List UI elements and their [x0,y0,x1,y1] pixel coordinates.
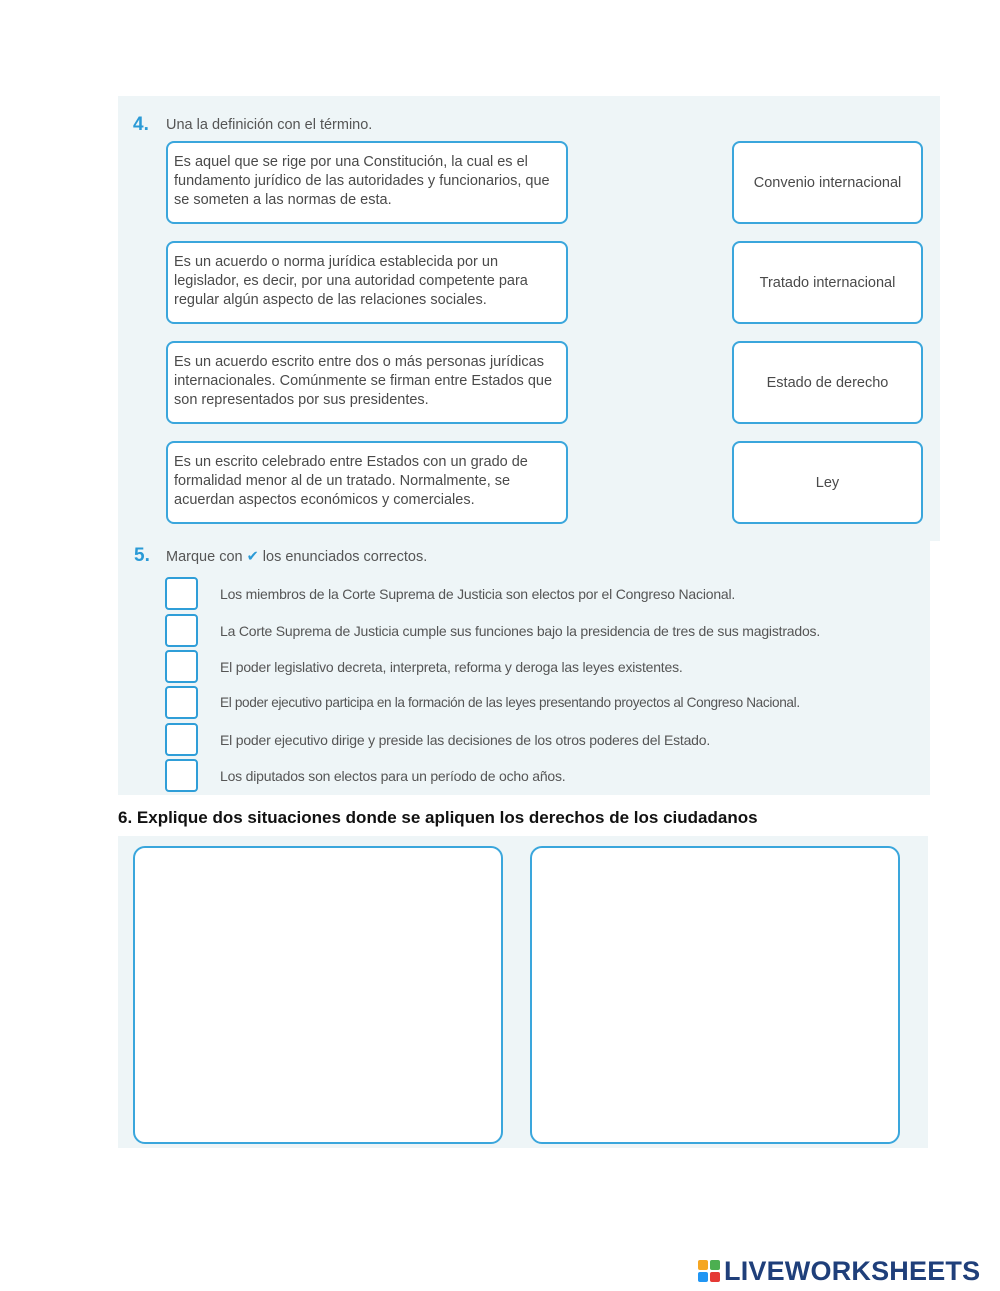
question-4-prompt: Una la definición con el término. [166,117,373,133]
statement-label: Los diputados son electos para un período de ocho años. [220,768,566,784]
term-ley[interactable]: Ley [732,441,923,524]
liveworksheets-logo-icon [698,1260,720,1282]
statement-label: Los miembros de la Corte Suprema de Justicia son electos por el Congreso Nacional. [220,586,736,602]
statement-label: El poder ejecutivo dirige y preside las decisiones de los otros poderes del Estado. [220,732,711,748]
statement-row [165,686,915,720]
logo-cell [698,1260,708,1270]
statement-row [165,614,915,648]
statement-label: El poder legislativo decreta, interpreta, reforma y deroga las leyes existentes. [220,659,683,675]
logo-cell [698,1272,708,1282]
prompt-text-before: Marque con [166,549,243,565]
answer-box-2[interactable] [530,846,900,1144]
statement-row [165,577,915,611]
prompt-text-after: los enunciados correctos. [262,549,428,565]
answer-box-1[interactable] [133,846,503,1144]
checkmark-icon: ✔ [246,549,259,565]
statement-checkbox-2[interactable] [165,614,198,647]
logo-cell [710,1260,720,1270]
statement-checkbox-5[interactable] [165,723,198,756]
statement-checkbox-1[interactable] [165,577,198,610]
definition-4[interactable]: Es un escrito celebrado entre Estados con un grado de formalidad menor al de un tratado. Normalmente, se acuerdan aspectos económicos y comerciales. [166,441,568,524]
definition-1[interactable]: Es aquel que se rige por una Constitución, la cual es el fundamento jurídico de las autoridades y funcionarios, que se someten a las normas de esta. [166,141,568,224]
logo-cell [710,1272,720,1282]
term-estado-de-derecho[interactable]: Estado de derecho [732,341,923,424]
question-5-number: 5. [134,545,150,566]
question-4-number: 4. [133,114,149,135]
term-tratado-internacional[interactable]: Tratado internacional [732,241,923,324]
statement-label: La Corte Suprema de Justicia cumple sus funciones bajo la presidencia de tres de sus magistrados. [220,623,821,639]
liveworksheets-logo [698,1255,980,1287]
statement-label: El poder ejecutivo participa en la formación de las leyes presentando proyectos al Congreso Nacional. [220,695,800,710]
statement-row [165,759,915,793]
term-convenio-internacional[interactable]: Convenio internacional [732,141,923,224]
statement-checkbox-6[interactable] [165,759,198,792]
question-5-prompt [166,549,427,565]
brand-name: LIVEWORKSHEETS [724,1255,981,1286]
statement-row [165,723,915,757]
statement-checkbox-4[interactable] [165,686,198,719]
statement-row [165,650,915,684]
definition-3[interactable]: Es un acuerdo escrito entre dos o más personas jurídicas internacionales. Comúnmente se firman entre Estados que son representados por sus presidentes. [166,341,568,424]
definition-2[interactable]: Es un acuerdo o norma jurídica establecida por un legislador, es decir, por una autoridad competente para regular algún aspecto de las relaciones sociales. [166,241,568,324]
question-6-title: 6. Explique dos situaciones donde se apliquen los derechos de los ciudadanos [118,808,758,827]
statement-checkbox-3[interactable] [165,650,198,683]
